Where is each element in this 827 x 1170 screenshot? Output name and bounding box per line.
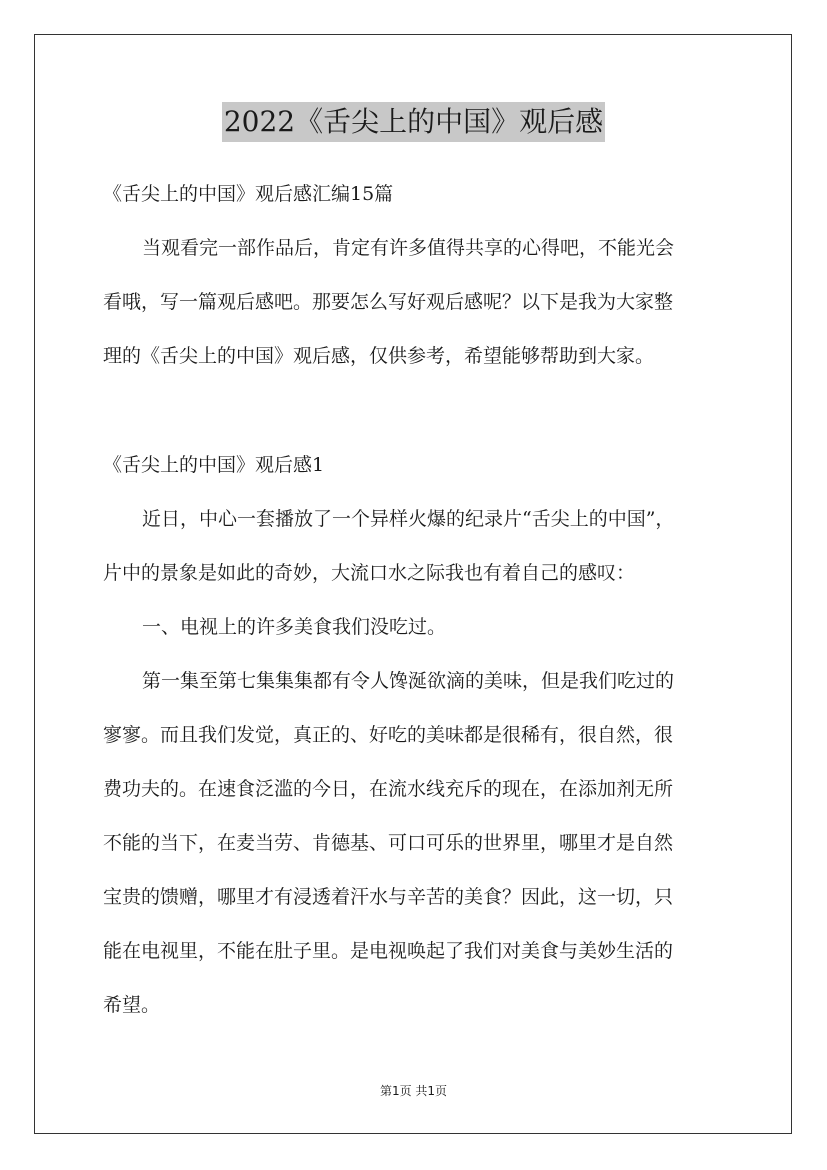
body-line-10: 希望。 <box>103 994 161 1016</box>
body-line-1: 近日，中心一套播放了一个异样火爆的纪录片“舌尖上的中国”， <box>142 508 675 530</box>
intro-line-3: 理的《舌尖上的中国》观后感，仅供参考，希望能够帮助到大家。 <box>103 345 655 367</box>
document-title: 2022《舌尖上的中国》观后感 <box>222 102 605 142</box>
body-line-9: 能在电视里，不能在肚子里。是电视唤起了我们对美食与美妙生活的 <box>103 940 674 962</box>
body-line-8: 宝贵的馈赠，哪里才有浸透着汗水与辛苦的美食？因此，这一切，只 <box>103 886 674 908</box>
intro-line-2: 看哦，写一篇观后感吧。那要怎么写好观后感呢？以下是我为大家整 <box>103 291 674 313</box>
body-line-4: 第一集至第七集集集都有令人馋涎欲滴的美味，但是我们吃过的 <box>142 670 675 692</box>
section-heading: 《舌尖上的中国》观后感1 <box>103 454 325 476</box>
body-line-7: 不能的当下，在麦当劳、肯德基、可口可乐的世界里，哪里才是自然 <box>103 832 674 854</box>
body-line-5: 寥寥。而且我们发觉，真正的、好吃的美味都是很稀有，很自然，很 <box>103 724 674 746</box>
body-line-2: 片中的景象是如此的奇妙，大流口水之际我也有着自己的感叹： <box>103 562 636 584</box>
document-title-block <box>0 102 827 142</box>
page-footer: 第1页 共1页 <box>379 1084 448 1098</box>
body-line-3: 一、电视上的许多美食我们没吃过。 <box>142 616 447 638</box>
body-line-6: 费功夫的。在速食泛滥的今日，在流水线充斥的现在，在添加剂无所 <box>103 778 674 800</box>
document-subtitle: 《舌尖上的中国》观后感汇编15篇 <box>103 183 394 205</box>
intro-line-1: 当观看完一部作品后，肯定有许多值得共享的心得吧，不能光会 <box>142 237 675 259</box>
